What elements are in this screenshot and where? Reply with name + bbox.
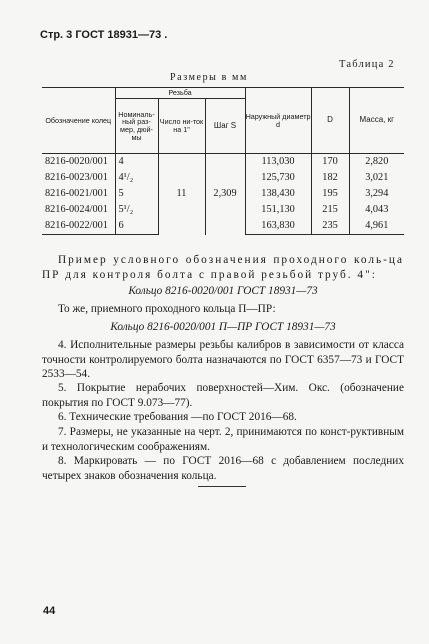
cell-size: 5 bbox=[115, 186, 158, 202]
cell-d: 163,830 bbox=[245, 218, 311, 235]
col-outer-diameter: Наружный диаметр d bbox=[245, 88, 311, 154]
cell-designation: 8216-0022/001 bbox=[42, 218, 115, 235]
example2-intro: То же, приемного проходного кольца П—ПР: bbox=[58, 303, 276, 315]
cell-designation: 8216-0023/001 bbox=[42, 170, 115, 186]
cell-pitch: 2,309 bbox=[205, 154, 245, 235]
cell-mass: 3,294 bbox=[349, 186, 404, 202]
example2-formula: Кольцо 8216-0020/001 П—ПР ГОСТ 18931—73 bbox=[110, 321, 336, 333]
end-rule bbox=[198, 486, 246, 487]
cell-size: 5¹/₂ bbox=[115, 202, 158, 218]
col-group-thread: Резьба bbox=[115, 88, 245, 99]
example-formula: Кольцо 8216-0020/001 ГОСТ 18931—73 bbox=[128, 285, 318, 297]
page-number: 44 bbox=[43, 605, 56, 617]
col-mass: Масса, кг bbox=[349, 88, 404, 154]
paragraph-item-7: 7. Размеры, не указанные на черт. 2, принимаются по конст-руктивным и технологическим соображениям. bbox=[42, 426, 404, 453]
cell-designation: 8216-0020/001 bbox=[42, 154, 115, 171]
cell-mass: 2,820 bbox=[349, 154, 404, 171]
table-label: Таблица 2 bbox=[339, 59, 395, 70]
paragraph-item-4: 4. Исполнительные размеры резьбы калибров в зависимости от класса точности контролируемого болта назначаются по ГОСТ 6357—73 и ГОСТ 2533—54. bbox=[42, 339, 404, 381]
cell-size: 4 bbox=[115, 154, 158, 171]
cell-size: 6 bbox=[115, 218, 158, 235]
cell-D: 170 bbox=[311, 154, 349, 171]
cell-d: 151,130 bbox=[245, 202, 311, 218]
col-designation: Обозначение колец bbox=[42, 88, 115, 154]
cell-size: 4¹/₂ bbox=[115, 170, 158, 186]
cell-designation: 8216-0024/001 bbox=[42, 202, 115, 218]
example-intro: Пример условного обозначения проходного коль-ца ПР для контроля болта с правой резьбой труб. 4": bbox=[42, 254, 404, 281]
cell-d: 138,430 bbox=[245, 186, 311, 202]
table-row bbox=[42, 154, 404, 171]
cell-mass: 3,021 bbox=[349, 170, 404, 186]
paragraph-item-6: 6. Технические требования —по ГОСТ 2016—68. bbox=[58, 411, 297, 423]
col-nominal-size: Номиналь-ный раз-мер, дюй-мы bbox=[115, 99, 158, 154]
cell-mass: 4,043 bbox=[349, 202, 404, 218]
col-threads-per-inch: Число ни-ток на 1" bbox=[158, 99, 205, 154]
cell-D: 215 bbox=[311, 202, 349, 218]
cell-d: 125,730 bbox=[245, 170, 311, 186]
col-D: D bbox=[311, 88, 349, 154]
paragraph-item-8: 8. Маркировать — по ГОСТ 2016—68 с добавлением последних четырех знаков обозначения кольца. bbox=[42, 455, 404, 482]
cell-d: 113,030 bbox=[245, 154, 311, 171]
table-caption: Размеры в мм bbox=[170, 72, 248, 83]
cell-threads: 11 bbox=[158, 154, 205, 235]
cell-D: 195 bbox=[311, 186, 349, 202]
cell-D: 182 bbox=[311, 170, 349, 186]
page-header: Стр. 3 ГОСТ 18931—73 . bbox=[40, 29, 168, 41]
cell-designation: 8216-0021/001 bbox=[42, 186, 115, 202]
dimensions-table bbox=[42, 87, 404, 235]
paragraph-item-5: 5. Покрытие нерабочих поверхностей—Хим. Окс. (обозначение покрытия по ГОСТ 9.073—77). bbox=[42, 382, 404, 409]
col-pitch: Шаг S bbox=[205, 99, 245, 154]
cell-mass: 4,961 bbox=[349, 218, 404, 235]
cell-D: 235 bbox=[311, 218, 349, 235]
